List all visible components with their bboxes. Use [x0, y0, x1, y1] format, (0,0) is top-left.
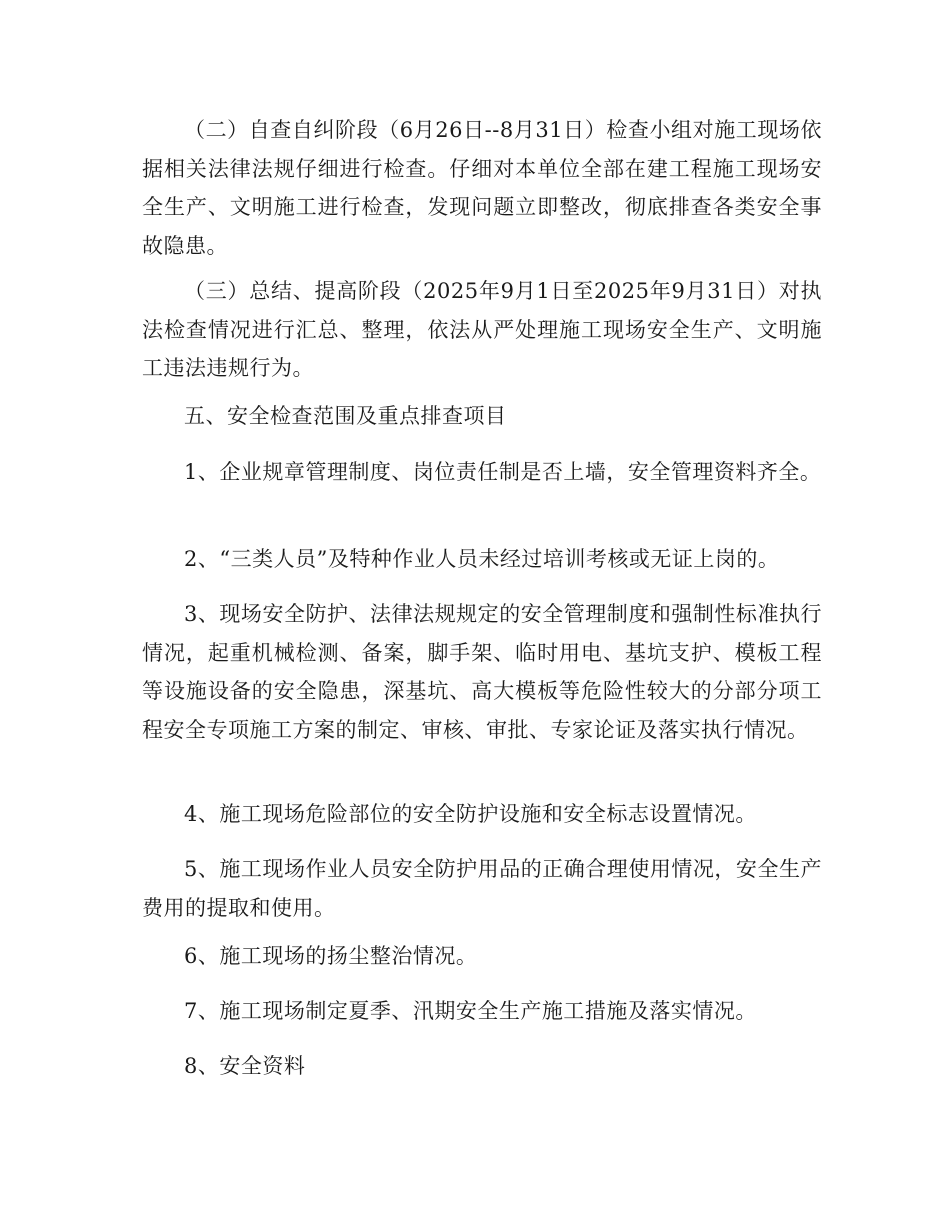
- list-item-8: 8、安全资料: [184, 1054, 306, 1078]
- list-item-1: 1、企业规章管理制度、岗位责任制是否上墙，安全管理资料齐全。: [184, 460, 822, 484]
- section-heading-inspection-scope: 五、安全检查范围及重点排查项目: [184, 404, 507, 428]
- list-item-7: 7、施工现场制定夏季、汛期安全生产施工措施及落实情况。: [184, 999, 757, 1023]
- list-item-5: 5、施工现场作业人员安全防护用品的正确合理使用情况，安全生产费用的提取和使用。: [142, 857, 822, 920]
- list-item-4: 4、施工现场危险部位的安全防护设施和安全标志设置情况。: [184, 802, 757, 826]
- list-item-3: 3、现场安全防护、法律法规规定的安全管理制度和强制性标准执行情况，起重机械检测、备案，脚手架、临时用电、基坑支护、模板工程等设施设备的安全隐患，深基坑、高大模板等危险性较大的分部分项工程安全专项施工方案的制定、审核、审批、专家论证及落实执行情况。: [142, 602, 822, 742]
- paragraph-self-inspection-phase: （二）自查自纠阶段（6月26日--8月31日）检查小组对施工现场依据相关法律法规仔细进行检查。仔细对本单位全部在建工程施工现场安全生产、文明施工进行检查，发现问题立即整改，彻底排查各类安全事故隐患。: [142, 118, 822, 258]
- paragraph-summary-phase: （三）总结、提高阶段（2025年9月1日至2025年9月31日）对执法检查情况进行汇总、整理，依法从严处理施工现场安全生产、文明施工违法违规行为。: [142, 279, 822, 380]
- list-item-6: 6、施工现场的扬尘整治情况。: [184, 944, 478, 968]
- list-item-2: 2、“三类人员”及特种作业人员未经过培训考核或无证上岗的。: [184, 547, 780, 571]
